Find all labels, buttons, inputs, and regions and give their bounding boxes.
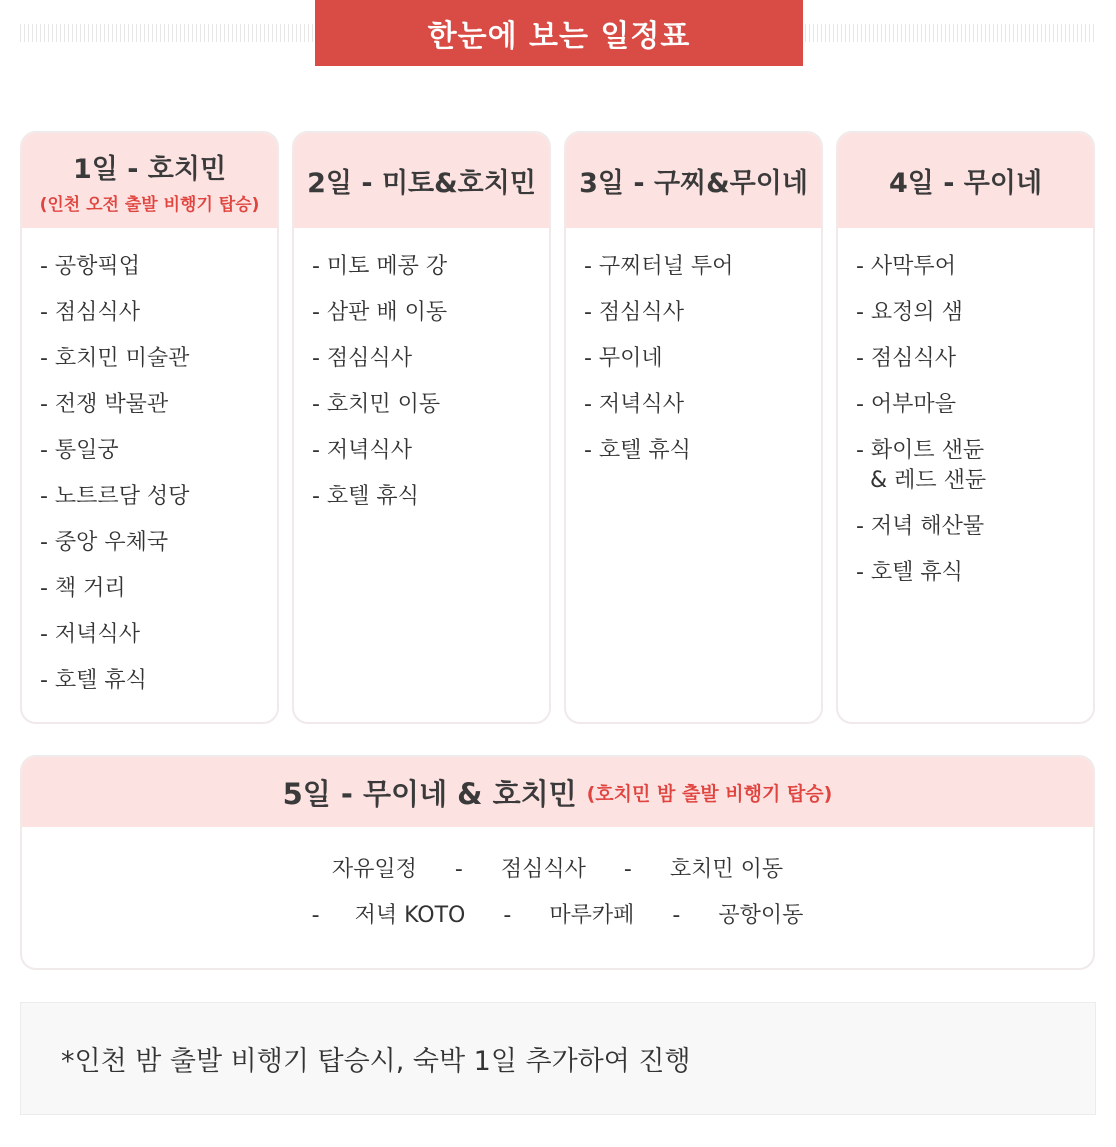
list-item: - 구찌터널 투어 [584, 254, 734, 279]
list-item: - 저녁식사 [312, 438, 412, 463]
list-item: - 노트르담 성당 [40, 484, 190, 509]
list-item: - 점심식사 [856, 346, 956, 371]
day-subtitle: (인천 오전 출발 비행기 탑승) [39, 194, 260, 215]
day5-row-1 [22, 855, 1093, 885]
schedule-list [838, 228, 1093, 588]
day-subtitle: (호치민 밤 출발 비행기 탑승) [586, 782, 833, 805]
day-card-5 [20, 755, 1095, 970]
list-item: - 삼판 배 이동 [312, 300, 448, 325]
day-card-4 [836, 131, 1095, 724]
list-item: - 사막투어 [856, 254, 956, 279]
list-item: - 점심식사 [312, 346, 412, 371]
footnote: *인천 밤 출발 비행기 탑승시, 숙박 1일 추가하여 진행 [20, 1002, 1096, 1115]
list-item: - 저녁식사 [40, 622, 140, 647]
day-card-2 [292, 131, 551, 724]
page-title: 한눈에 보는 일정표 [315, 0, 803, 66]
day-card-header [294, 133, 549, 228]
list-item: - 저녁식사 [584, 392, 684, 417]
title-bar [0, 0, 1116, 66]
day5-schedule [22, 827, 1093, 931]
list-item: - 호치민 미술관 [40, 346, 190, 371]
separator: - [672, 903, 681, 928]
list-item [856, 436, 1093, 496]
list-item: - 점심식사 [584, 300, 684, 325]
schedule-list [22, 228, 277, 696]
schedule-item: 점심식사 [500, 857, 586, 882]
separator: - [503, 903, 512, 928]
list-item: - 중앙 우체국 [40, 530, 169, 555]
schedule-item: 공항이동 [718, 903, 804, 928]
list-item: - 책 거리 [40, 576, 126, 601]
day-card-header [838, 133, 1093, 228]
list-item: - 점심식사 [40, 300, 140, 325]
list-item: - 저녁 해산물 [856, 514, 985, 539]
schedule-item: 저녁 KOTO [354, 903, 466, 928]
day-title: 4일 - 무이네 [888, 168, 1043, 199]
list-item: - 미토 메콩 강 [312, 254, 448, 279]
title-hatch-right [805, 24, 1096, 42]
day-card-3 [564, 131, 823, 724]
day-card-header [566, 133, 821, 228]
list-item-line2: & 레드 샌듄 [870, 468, 987, 493]
list-item: - 통일궁 [40, 438, 119, 463]
schedule-item: 마루카페 [549, 903, 635, 928]
day-card-1 [20, 131, 279, 724]
schedule-list [294, 228, 549, 512]
separator: - [623, 857, 632, 882]
day-card-header [22, 133, 277, 228]
list-item: - 호치민 이동 [312, 392, 441, 417]
title-hatch-left [20, 24, 313, 42]
schedule-item: 자유일정 [331, 857, 417, 882]
schedule-item: 호치민 이동 [669, 857, 784, 882]
day-card-header [22, 757, 1093, 827]
list-item: - 어부마을 [856, 392, 956, 417]
day5-row-2 [22, 901, 1093, 931]
list-item: - 공항픽업 [40, 254, 140, 279]
separator: - [454, 857, 463, 882]
list-item: - 무이네 [584, 346, 663, 371]
list-item-line1: - 화이트 샌듄 [856, 438, 985, 463]
day-title: 3일 - 구찌&무이네 [579, 168, 808, 199]
list-item: - 요정의 샘 [856, 300, 963, 325]
list-item: - 호텔 휴식 [312, 484, 419, 509]
schedule-list [566, 228, 821, 466]
list-item: - 호텔 휴식 [40, 668, 147, 693]
day-title: 5일 - 무이네 & 호치민 [282, 776, 577, 811]
list-item: - 전쟁 박물관 [40, 392, 169, 417]
day-title: 1일 - 호치민 [72, 153, 227, 185]
day-title: 2일 - 미토&호치민 [307, 168, 536, 199]
list-item: - 호텔 휴식 [584, 438, 691, 463]
separator: - [311, 903, 320, 928]
list-item: - 호텔 휴식 [856, 560, 963, 585]
